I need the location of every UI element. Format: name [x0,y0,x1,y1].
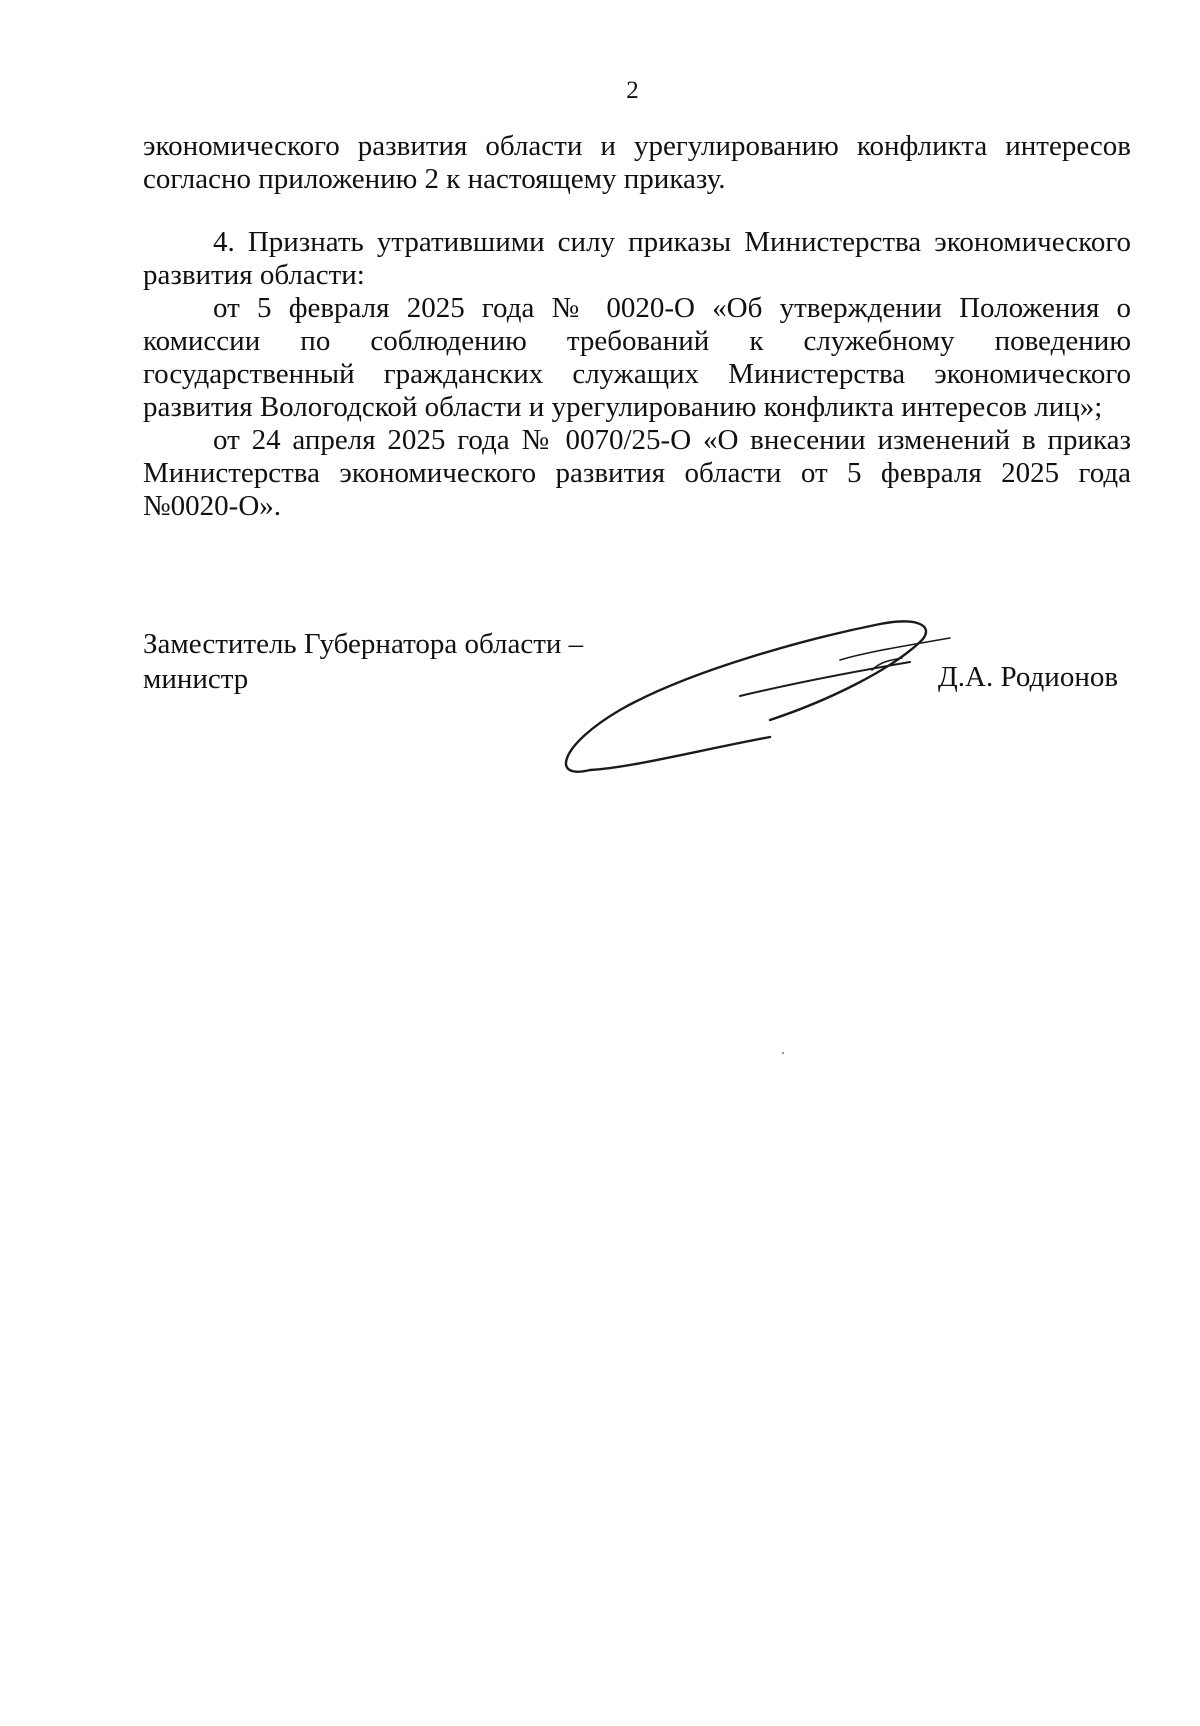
signer-name: Д.А. Родионов [938,661,1119,693]
signer-position-line-1: Заместитель Губернатора области – [143,628,584,660]
handwritten-signature [550,600,970,780]
repeal-section [143,226,1131,523]
signer-position [143,627,583,697]
signer-position-line-2: министр [143,663,249,695]
paragraph-continuation: экономического развития области и урегулированию конфликта интересов согласно приложению 2 к настоящему приказу. [143,130,1131,195]
repealed-order-item-2: от 24 апреля 2025 года № 0070/25-О «О внесении изменений в приказ Министерства экономического развития области от 5 февраля 2025 года №0020-О». [143,424,1131,522]
continuation-block [143,130,1131,196]
scan-speck [782,1052,784,1054]
page-number: 2 [626,77,639,104]
paragraph-4-intro: 4. Признать утратившими силу приказы Министерства экономического развития области: [143,226,1131,291]
repealed-order-item-1: от 5 февраля 2025 года № 0020-О «Об утверждении Положения о комиссии по соблюдению требований к служебному поведению государственный гражданских служащих Министерства экономического развития Вологодской области и урегулированию конфликта интересов лиц»; [143,292,1131,423]
